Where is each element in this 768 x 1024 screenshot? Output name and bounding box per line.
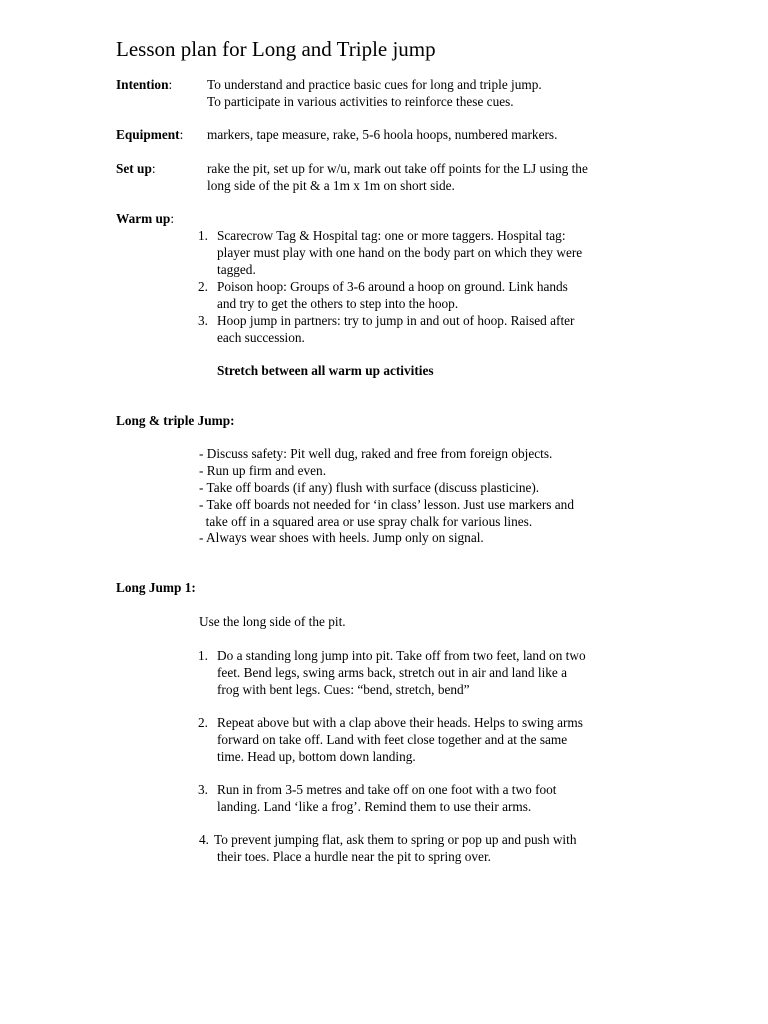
lj-item-4-line-1: To prevent jumping flat, ask them to spring or pop up and push with	[214, 832, 577, 847]
warmup-item-1-line-3: tagged.	[217, 262, 256, 277]
warmup-item-1-number: 1.	[198, 228, 208, 243]
long-triple-line-6: - Always wear shoes with heels. Jump only on signal.	[199, 530, 484, 545]
setup-label-row	[116, 161, 156, 178]
lj-item-2-number: 2.	[198, 715, 208, 730]
warmup-label-row	[116, 211, 174, 228]
lj-item-1-number: 1.	[198, 648, 208, 663]
long-jump-1-intro: Use the long side of the pit.	[199, 614, 346, 629]
warmup-item-3-line-1: Hoop jump in partners: try to jump in and out of hoop. Raised after	[217, 313, 575, 328]
setup-line-2: long side of the pit & a 1m x 1m on short side.	[207, 178, 455, 193]
equipment-colon: :	[179, 127, 184, 142]
setup-colon: :	[151, 161, 156, 176]
long-jump-1-heading: Long Jump 1:	[116, 580, 196, 595]
setup-line-1: rake the pit, set up for w/u, mark out take off points for the LJ using the	[207, 161, 588, 176]
equipment-text: markers, tape measure, rake, 5-6 hoola hoops, numbered markers.	[207, 127, 558, 142]
long-triple-line-5: take off in a squared area or use spray chalk for various lines.	[199, 514, 533, 529]
lj-item-3-line-2: landing. Land ‘like a frog’. Remind them to use their arms.	[217, 799, 532, 814]
warmup-colon: :	[170, 211, 175, 226]
long-triple-heading: Long & triple Jump:	[116, 413, 235, 428]
lj-item-2-line-1: Repeat above but with a clap above their heads. Helps to swing arms	[217, 715, 583, 730]
lj-item-1-line-1: Do a standing long jump into pit. Take off from two feet, land on two	[217, 648, 586, 663]
lj-item-2-line-2: forward on take off. Land with feet close together and at the same	[217, 732, 568, 747]
long-triple-line-3: - Take off boards (if any) flush with surface (discuss plasticine).	[199, 480, 540, 495]
warmup-item-3-line-2: each succession.	[217, 330, 305, 345]
lj-item-3-line-1: Run in from 3-5 metres and take off on one foot with a two foot	[217, 782, 557, 797]
lj-item-1-line-2: feet. Bend legs, swing arms back, stretch out in air and land like a	[217, 665, 568, 680]
intention-colon: :	[168, 77, 173, 92]
lj-item-3-number: 3.	[198, 782, 208, 797]
intention-label-row	[116, 77, 172, 94]
warmup-item-2-number: 2.	[198, 279, 208, 294]
warmup-item-3-number: 3.	[198, 313, 208, 328]
intention-line-2: To participate in various activities to reinforce these cues.	[207, 94, 514, 109]
warmup-item-2-line-2: and try to get the others to step into the hoop.	[217, 296, 459, 311]
lj-item-1-line-3: frog with bent legs. Cues: “bend, stretch, bend”	[217, 682, 470, 697]
warmup-item-1-line-1: Scarecrow Tag & Hospital tag: one or more taggers. Hospital tag:	[217, 228, 566, 243]
warmup-item-2-line-1: Poison hoop: Groups of 3-6 around a hoop on ground. Link hands	[217, 279, 568, 294]
warmup-label: Warm up	[116, 211, 171, 226]
warmup-item-1-line-2: player must play with one hand on the body part on which they were	[217, 245, 583, 260]
intention-line-1: To understand and practice basic cues for long and triple jump.	[207, 77, 542, 92]
long-triple-line-4: - Take off boards not needed for ‘in class’ lesson. Just use markers and	[199, 497, 574, 512]
equipment-label: Equipment	[116, 127, 180, 142]
equipment-label-row	[116, 127, 183, 144]
long-triple-line-2: - Run up firm and even.	[199, 463, 327, 478]
setup-label: Set up	[116, 161, 152, 176]
stretch-note: Stretch between all warm up activities	[217, 363, 434, 378]
lj-item-4-number: 4.	[199, 832, 209, 847]
intention-label: Intention	[116, 77, 169, 92]
long-triple-line-1: - Discuss safety: Pit well dug, raked and free from foreign objects.	[199, 446, 553, 461]
page-title: Lesson plan for Long and Triple jump	[116, 37, 436, 61]
lj-item-4-line-2: their toes. Place a hurdle near the pit to spring over.	[217, 849, 491, 864]
lj-item-2-line-3: time. Head up, bottom down landing.	[217, 749, 416, 764]
